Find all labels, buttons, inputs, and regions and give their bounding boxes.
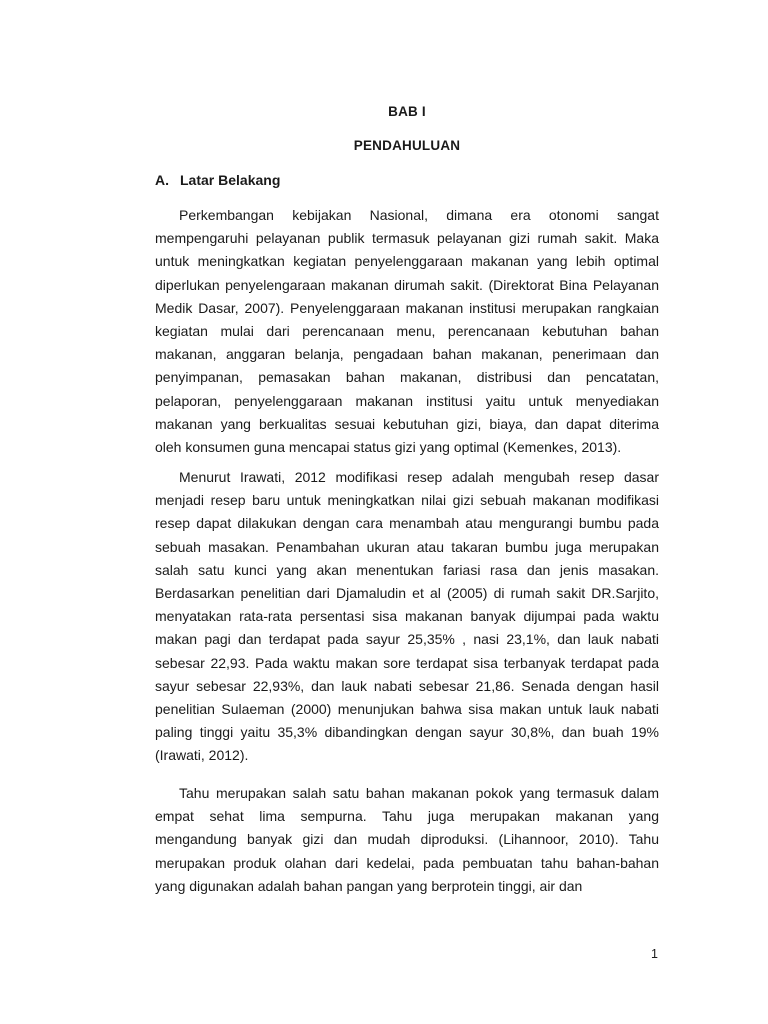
paragraph-line: Perkembangan kebijakan Nasional, dimana era otonomi sangat [179,207,659,223]
paragraph-line: pelaporan, penyelenggaraan makanan institusi yaitu untuk menyediakan [155,392,659,409]
paragraph-line: Berdasarkan penelitian dari Djamaludin et al (2005) di rumah sakit DR.Sarjito, [155,584,659,601]
paragraph-line: empat sehat lima sempurna. Tahu juga merupakan makanan yang [155,808,659,825]
paragraph-line: makan pagi dan terdapat pada sayur 25,35% , nasi 23,1%, dan lauk nabati [155,631,659,648]
paragraph-line: penelitian Sulaeman (2000) menunjukan bahwa sisa makan untuk lauk nabati [155,700,659,717]
paragraph-line: diperlukan penyelengaraan makanan dirumah sakit. (Direktorat Bina Pelayanan [155,276,659,293]
paragraph-2 [155,466,659,767]
paragraph-line: sayur sebesar 22,93%, dan lauk nabati sebesar 21,86. Senada dengan hasil [155,677,659,694]
paragraph-line: Tahu merupakan salah satu bahan makanan pokok yang termasuk dalam [179,785,659,801]
paragraph-line: sebuah masakan. Penambahan ukuran atau takaran bumbu juga merupakan [155,538,659,555]
paragraph-line: Menurut Irawati, 2012 modifikasi resep adalah mengubah resep dasar [179,469,659,485]
paragraph-line: menjadi resep baru untuk meningkatkan nilai gizi sebuah makanan modifikasi [155,492,659,509]
paragraph-line: makanan yang berkualitas sesuai kebutuhan gizi, biaya, dan dapat diterima [155,415,659,432]
section-title: Latar Belakang [180,172,281,188]
paragraph-line: resep dapat dilakukan dengan cara menambah atau mengurangi bumbu pada [155,515,659,532]
paragraph-line: (Irawati, 2012). [155,747,249,764]
paragraph-line: kegiatan mulai dari perencanaan menu, perencanaan kebutuhan bahan [155,322,659,339]
chapter-number: BAB I [388,104,426,119]
paragraph-line: untuk meningkatkan kegiatan penyelenggaraan makanan yang lebih optimal [155,253,659,270]
paragraph-line: Medik Dasar, 2007). Penyelenggaraan makanan institusi merupakan rangkaian [155,299,659,316]
section-number: A. [155,172,169,188]
paragraph-1 [155,204,659,459]
paragraph-line: penyimpanan, pemasakan bahan makanan, distribusi dan pencatatan, [155,369,659,386]
paragraph-line: merupakan produk olahan dari kedelai, pada pembuatan tahu bahan-bahan [155,854,659,871]
paragraph-line: makanan, anggaran belanja, pengadaan bahan makanan, penerimaan dan [155,346,659,363]
paragraph-line: mengandung banyak gizi dan mudah diproduksi. (Lihannoor, 2010). Tahu [155,831,659,848]
paragraph-line: paling tinggi yaitu 35,3% dibandingkan dengan sayur 30,8%, dan buah 19% [155,724,659,741]
paragraph-line: menyatakan rata-rata persentasi sisa makanan banyak dijumpai pada waktu [155,608,659,625]
page-number: 1 [651,947,658,961]
paragraph-3 [155,782,659,898]
paragraph-line: salah satu kunci yang akan menentukan fariasi rasa dan jenis masakan. [155,561,659,578]
paragraph-line: oleh konsumen guna mencapai status gizi yang optimal (Kemenkes, 2013). [155,438,622,455]
paragraph-line: sebesar 22,93. Pada waktu makan sore terdapat sisa terbanyak terdapat pada [155,654,659,671]
paragraph-line: yang digunakan adalah bahan pangan yang berprotein tinggi, air dan [155,877,583,894]
paragraph-line: mempengaruhi pelayanan publik termasuk pelayanan gizi rumah sakit. Maka [155,230,659,247]
chapter-title: PENDAHULUAN [353,138,461,153]
section-heading [155,172,280,188]
